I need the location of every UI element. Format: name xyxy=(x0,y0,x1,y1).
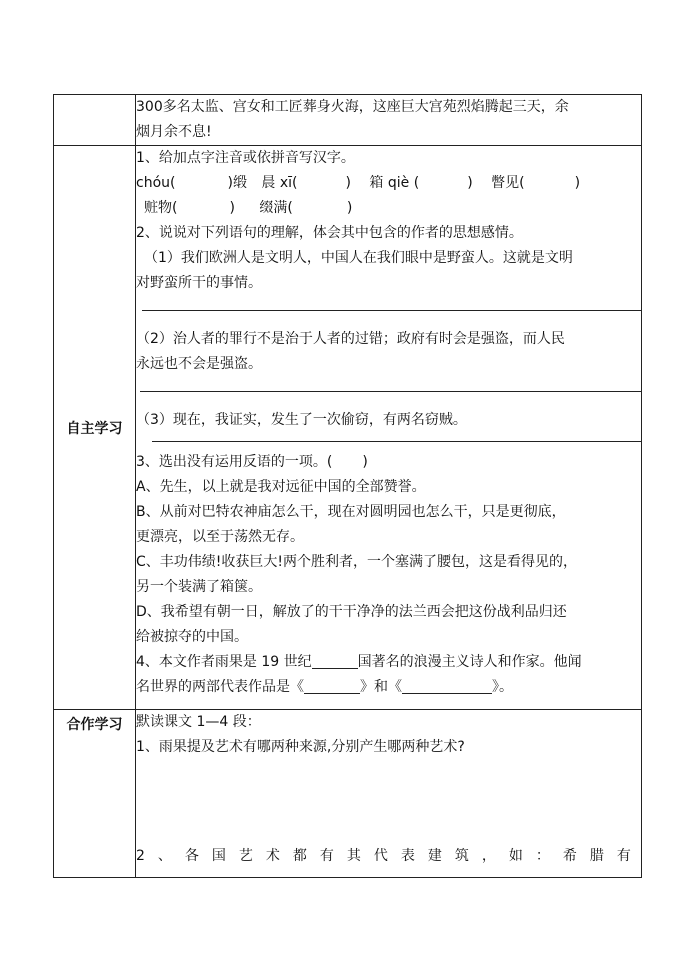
q1-items-row2 xyxy=(136,196,641,221)
q1-item: 晨 xī( xyxy=(261,175,298,191)
q2-title: 2、说说对下列语句的理解，体会其中包含的作者的思想感情。 xyxy=(136,225,523,241)
coop-study-row xyxy=(54,710,642,878)
q1-item: ) xyxy=(229,200,235,216)
q1-title: 1、给加点字注音或依拼音写汉字。 xyxy=(136,150,355,166)
q3-option-d-cont: 给被掠夺的中国。 xyxy=(136,629,248,645)
answer-line[interactable] xyxy=(152,441,641,442)
q3-option-b-cont: 更漂亮，以至于荡然无存。 xyxy=(136,529,304,545)
q1-item: ) xyxy=(574,175,581,191)
coop-intro: 默读课文 1—4 段： xyxy=(136,714,261,730)
q3-title xyxy=(136,450,641,475)
answer-line[interactable] xyxy=(140,391,641,392)
q3-title-text: 3、选出没有运用反语的一项。( xyxy=(136,454,333,470)
q4-text: 》。 xyxy=(492,679,513,695)
q3-option-d: D、我希望有朝一日，解放了的干干净净的法兰西会把这份战利品归还 xyxy=(136,604,567,620)
q2-sentence-1: （1）我们欧洲人是文明人，中国人在我们眼中是野蛮人。这就是文明 xyxy=(144,250,573,266)
q4-line-2 xyxy=(136,675,641,700)
q3-title-close: ) xyxy=(362,454,368,470)
q2-sentence-3: （3）现在，我证实，发生了一次偷窃，有两名窃贼。 xyxy=(136,412,467,428)
q1-item: 缀满( xyxy=(259,200,293,216)
q1-item: ) xyxy=(345,175,351,191)
self-study-label: 自主学习 xyxy=(54,146,136,710)
q4-text: 4、本文作者雨果是 19 世纪 xyxy=(136,654,312,670)
intro-line: 烟月余不息! xyxy=(136,124,212,140)
q2-sentence-1-cont: 对野蛮所干的事情。 xyxy=(136,275,262,291)
q4-blank-country[interactable] xyxy=(312,652,358,669)
intro-row xyxy=(54,95,642,146)
q1-item: ) xyxy=(467,175,473,191)
q1-item: chóu( xyxy=(136,175,176,191)
q3-option-a: A、先生，以上就是我对远征中国的全部赞誉。 xyxy=(136,479,426,495)
q3-option-c-cont: 另一个装满了箱箧。 xyxy=(136,579,262,595)
coop-q2: 2、各国艺术都有其代表建筑，如：希腊有 xyxy=(136,848,644,864)
self-study-content xyxy=(136,146,642,710)
q1-item: 赃物( xyxy=(144,200,178,216)
intro-label-cell xyxy=(54,95,136,146)
intro-line: 300多名太监、宫女和工匠葬身火海，这座巨大宫苑烈焰腾起三天，余 xyxy=(136,99,569,115)
q4-text: 名世界的两部代表作品是《 xyxy=(136,679,304,695)
coop-q1-answer-area[interactable] xyxy=(136,760,641,844)
self-study-row xyxy=(54,146,642,710)
intro-content xyxy=(136,95,642,146)
q4-line-1 xyxy=(136,650,641,675)
coop-study-content xyxy=(136,710,642,878)
q2-sentence-2-cont: 永远也不会是强盗。 xyxy=(136,356,262,372)
q3-option-b: B、从前对巴特农神庙怎么干，现在对圆明园也怎么干，只是更彻底， xyxy=(136,504,566,520)
q4-text: 国著名的浪漫主义诗人和作家。他闻 xyxy=(357,654,582,670)
q4-blank-work-1[interactable] xyxy=(304,677,360,694)
coop-q1: 1、雨果提及艺术有哪两种来源,分别产生哪两种艺术? xyxy=(136,739,465,755)
coop-study-label: 合作学习 xyxy=(54,710,136,878)
worksheet-table xyxy=(53,94,642,878)
q1-item: )缎 xyxy=(227,175,247,191)
q3-option-c: C、丰功伟绩!收获巨大!两个胜利者，一个塞满了腰包，这是看得见的， xyxy=(136,554,577,570)
q1-item: 箱 qiè ( xyxy=(369,175,420,191)
q1-items-row1 xyxy=(136,171,641,196)
answer-line[interactable] xyxy=(142,310,641,311)
q4-blank-work-2[interactable] xyxy=(402,677,492,694)
q2-sentence-2: （2）治人者的罪行不是治于人者的过错；政府有时会是强盗，而人民 xyxy=(136,331,565,347)
q1-item: ) xyxy=(346,200,353,216)
q4-text: 》和《 xyxy=(360,679,402,695)
q1-item: 瞥见( xyxy=(491,175,525,191)
